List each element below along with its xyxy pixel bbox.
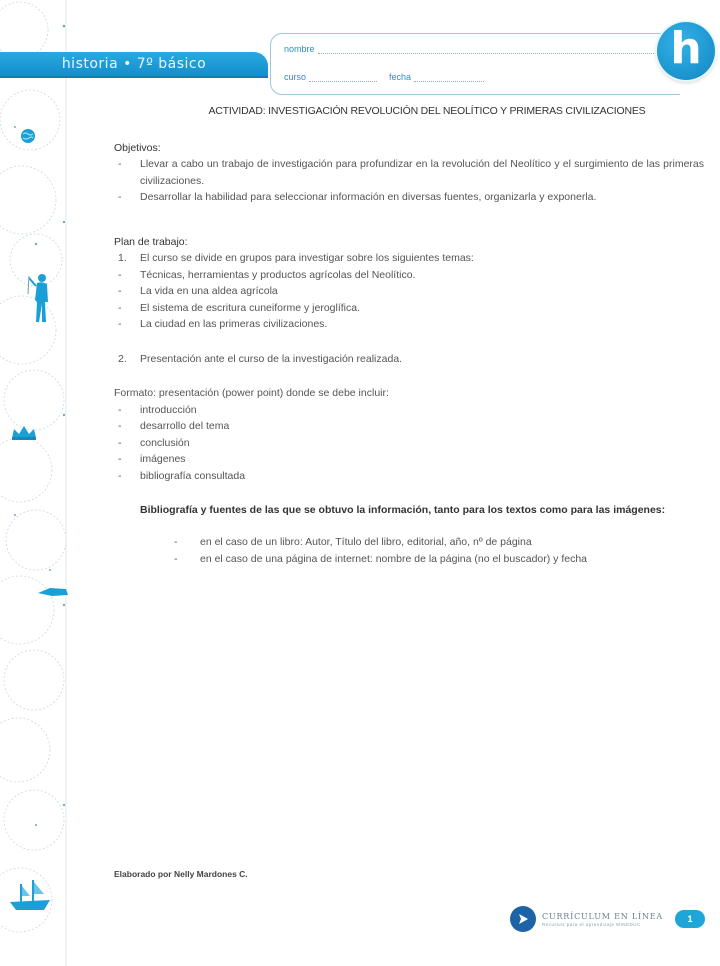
step-number: 1.	[118, 252, 127, 264]
bullet: -	[118, 285, 122, 297]
play-arrow-icon	[510, 906, 536, 932]
list-item-text: bibliografía consultada	[140, 469, 246, 482]
list-item-text: introducción	[140, 403, 197, 416]
tool-icon	[36, 585, 70, 599]
bullet: -	[118, 318, 122, 330]
date-blank-line[interactable]	[414, 74, 484, 82]
list-item-text: La vida en una aldea agrícola	[140, 285, 278, 297]
name-blank-line[interactable]	[318, 46, 658, 54]
list-item-text: imágenes	[140, 453, 186, 465]
list-item	[170, 534, 704, 551]
bullet: -	[174, 536, 178, 548]
subject-header-bar	[0, 52, 268, 78]
list-item	[114, 283, 704, 300]
list-item	[170, 551, 704, 568]
course-blank-line[interactable]	[309, 74, 377, 82]
date-label: fecha	[389, 72, 412, 82]
bullet: -	[118, 403, 122, 416]
bibliography-heading: Bibliografía y fuentes de las que se obtuvo la información, tanto para los textos como para las imágenes:	[140, 504, 666, 516]
name-field[interactable]	[284, 44, 658, 54]
historia-logo-icon: h	[657, 22, 715, 80]
caveman-figure-icon	[26, 272, 54, 324]
bullet: -	[118, 469, 122, 482]
decorative-side-strip	[0, 0, 72, 966]
work-plan-heading: Plan de trabajo:	[114, 235, 188, 248]
list-item	[114, 156, 704, 189]
step-number: 2.	[118, 352, 127, 365]
list-item-text: en el caso de un libro: Autor, Título del libro, editorial, año, nº de página	[200, 536, 532, 548]
document-title: ACTIVIDAD: INVESTIGACIÓN REVOLUCIÓN DEL NEOLÍTICO Y PRIMERAS CIVILIZACIONES	[208, 105, 646, 117]
decorative-circles	[0, 0, 72, 966]
curriculum-en-linea-logo[interactable]	[510, 906, 663, 932]
format-list	[114, 402, 704, 485]
list-item	[114, 267, 704, 284]
list-item	[114, 300, 704, 317]
list-item	[114, 189, 704, 206]
objectives-heading: Objetivos:	[114, 141, 161, 154]
ship-icon	[6, 878, 54, 914]
crown-icon	[10, 424, 38, 440]
format-heading: Formato: presentación (power point) donde se debe incluir:	[114, 387, 389, 399]
list-item	[114, 468, 704, 485]
bibliography-list	[114, 534, 704, 567]
bullet: -	[118, 191, 122, 203]
worksheet-content	[114, 100, 704, 567]
student-info-box	[270, 33, 680, 95]
list-item-text: Desarrollar la habilidad para seleccionar información en diversas fuentes, organizarla y exponerla.	[140, 191, 597, 203]
list-item-text: El curso se divide en grupos para investigar sobre los siguientes temas:	[140, 252, 474, 264]
list-item-text: La ciudad en las primeras civilizaciones.	[140, 318, 328, 330]
course-date-row	[284, 72, 484, 82]
course-label: curso	[284, 72, 307, 82]
page-number-badge: 1	[675, 910, 705, 928]
bullet: -	[118, 420, 122, 432]
list-item	[114, 316, 704, 333]
list-item	[114, 435, 704, 452]
list-item-text: en el caso de una página de internet: nombre de la página (no el buscador) y fecha	[200, 552, 588, 565]
bullet: -	[118, 453, 122, 465]
bullet: -	[118, 268, 122, 281]
list-item-text: Llevar a cabo un trabajo de investigación para profundizar en la revolución del Neolítico y el surgimiento de las primeras civilizaciones.	[140, 158, 704, 187]
work-plan-list	[114, 250, 704, 367]
list-item	[114, 250, 704, 267]
author-credit: Elaborado por Nelly Mardones C.	[114, 869, 248, 879]
bullet: -	[174, 552, 178, 565]
bullet: -	[118, 436, 122, 449]
logo-subtitle: Recursos para el aprendizaje MINEDUC	[542, 921, 641, 927]
bullet: -	[118, 301, 122, 314]
list-item-text: Técnicas, herramientas y productos agrícolas del Neolítico.	[140, 268, 416, 281]
globe-icon	[20, 128, 36, 144]
list-item-text: conclusión	[140, 436, 190, 449]
objectives-list	[114, 156, 704, 206]
subject-grade-label: historia • 7º básico	[61, 56, 207, 72]
list-item	[114, 351, 704, 368]
list-item-text: desarrollo del tema	[140, 420, 230, 432]
list-item	[114, 402, 704, 419]
list-item	[114, 451, 704, 468]
list-item-text: Presentación ante el curso de la investigación realizada.	[140, 352, 403, 365]
logo-title: CURRÍCULUM EN LÍNEA	[542, 911, 663, 921]
list-item	[114, 418, 704, 435]
name-label: nombre	[284, 44, 315, 54]
list-item-text: El sistema de escritura cuneiforme y jeroglífica.	[140, 301, 361, 314]
bullet: -	[118, 158, 122, 170]
